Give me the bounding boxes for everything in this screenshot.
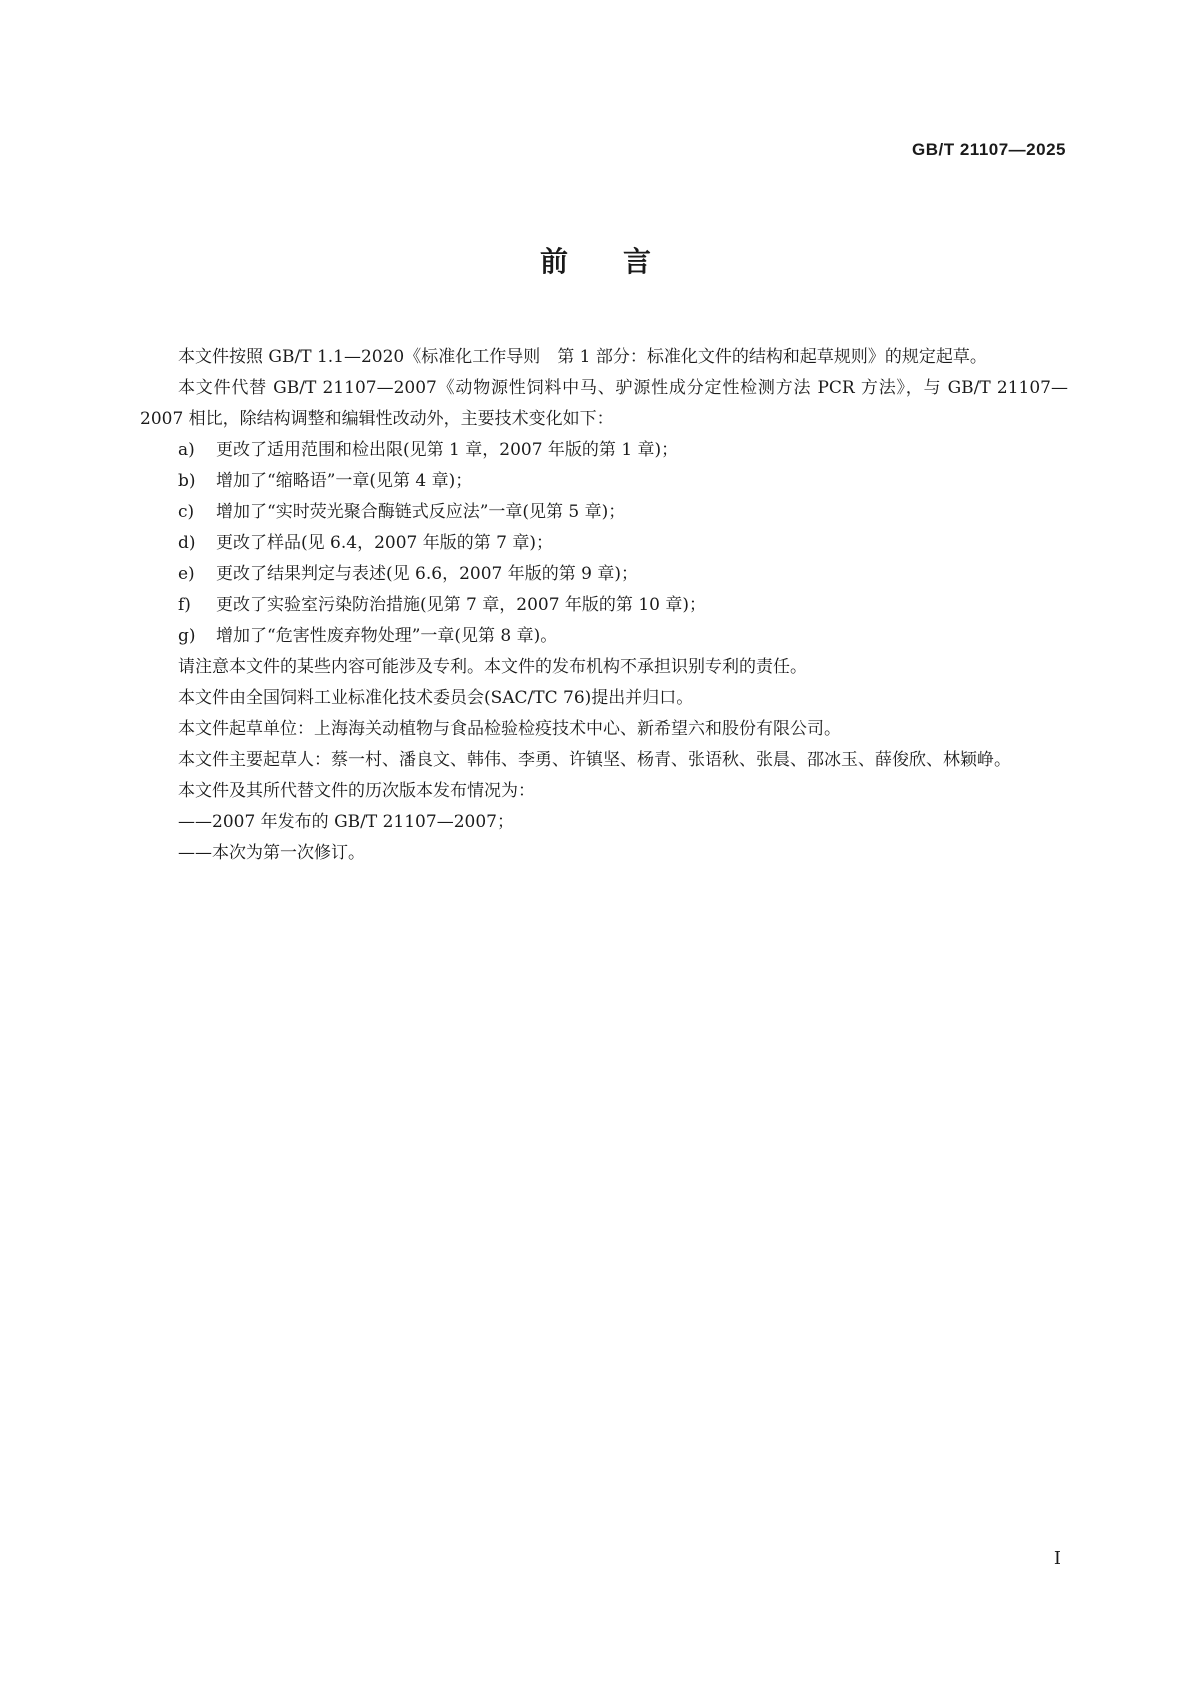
paragraph-proposer: 本文件由全国饲料工业标准化技术委员会(SAC/TC 76)提出并归口。 [178,688,694,708]
list-item [140,528,1068,559]
list-item [140,466,1068,497]
list-marker: c) [178,502,195,522]
history-list [140,807,1068,869]
list-text: 增加了“实时荧光聚合酶链式反应法”一章(见第 5 章)； [216,502,626,522]
foreword-body [140,342,1068,869]
change-list [140,435,1068,652]
list-item [140,621,1068,652]
list-text: 更改了适用范围和检出限(见第 1 章，2007 年版的第 1 章)； [216,440,679,460]
list-item [140,590,1068,621]
paragraph-drafting-rules: 本文件按照 GB/T 1.1—2020《标准化工作导则 第 1 部分：标准化文件的结构和起草规则》的规定起草。 [178,347,987,367]
paragraph-drafting-units: 本文件起草单位：上海海关动植物与食品检验检疫技术中心、新希望六和股份有限公司。 [178,719,841,739]
list-text: 更改了结果判定与表述(见 6.6，2007 年版的第 9 章)； [216,564,638,584]
list-item [140,559,1068,590]
paragraph-history-intro: 本文件及其所代替文件的历次版本发布情况为： [178,781,535,801]
list-marker: f) [178,595,191,615]
list-marker: d) [178,533,196,553]
history-item: ——本次为第一次修订。 [178,843,365,863]
list-item [140,497,1068,528]
list-marker: g) [178,626,196,646]
list-marker: e) [178,564,195,584]
list-text: 增加了“危害性废弃物处理”一章(见第 8 章)。 [216,626,558,646]
list-text: 更改了样品(见 6.4，2007 年版的第 7 章)； [216,533,553,553]
paragraph-drafters: 本文件主要起草人：蔡一村、潘良文、韩伟、李勇、许镇坚、杨青、张语秋、张晨、邵冰玉、薛俊欣、林颖峥。 [178,750,1011,770]
document-code: GB/T 21107—2025 [912,140,1066,159]
paragraph-patent-notice: 请注意本文件的某些内容可能涉及专利。本文件的发布机构不承担识别专利的责任。 [178,657,807,677]
list-marker: a) [178,440,195,460]
history-item: ——2007 年发布的 GB/T 21107—2007； [178,812,514,832]
list-text: 更改了实验室污染防治措施(见第 7 章，2007 年版的第 10 章)； [216,595,706,615]
list-item [140,435,1068,466]
list-marker: b) [178,471,196,491]
page-title: 前言 [539,245,706,278]
paragraph-replacement: 本文件代替 GB/T 21107—2007《动物源性饲料中马、驴源性成分定性检测方法 PCR 方法》，与 GB/T 21107—2007 相比，除结构调整和编辑性改动外，主要技术变化如下： [140,378,1068,429]
list-text: 增加了“缩略语”一章(见第 4 章)； [216,471,473,491]
page-number: I [1053,1548,1061,1569]
